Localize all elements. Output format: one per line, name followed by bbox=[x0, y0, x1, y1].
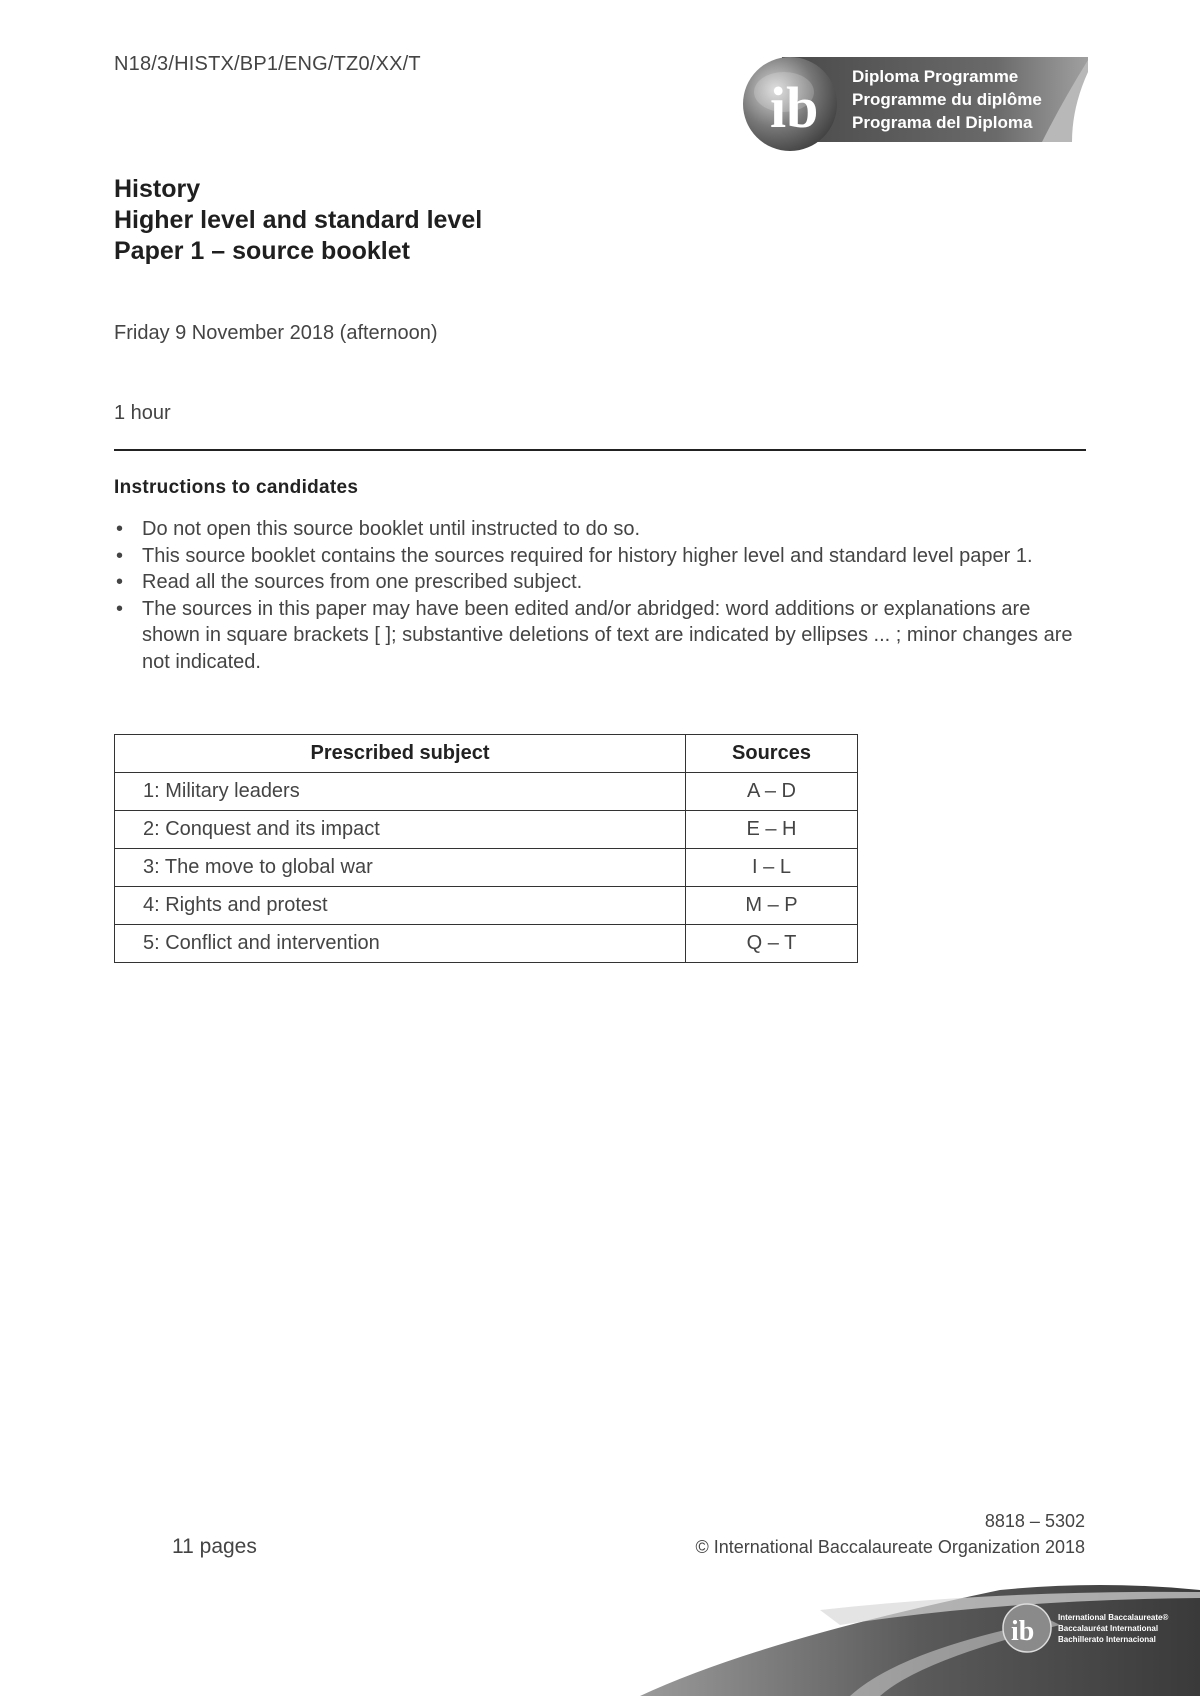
table-header-row bbox=[115, 735, 858, 773]
exam-duration: 1 hour bbox=[114, 402, 171, 424]
logo-line-2: Programme du diplôme bbox=[852, 90, 1042, 109]
column-header-subject: Prescribed subject bbox=[115, 735, 686, 773]
page-count: 11 pages bbox=[172, 1535, 257, 1558]
level-title: Higher level and standard level bbox=[114, 206, 483, 234]
bullet-icon: • bbox=[116, 571, 124, 593]
table-row bbox=[115, 811, 858, 849]
instructions-heading: Instructions to candidates bbox=[114, 477, 359, 498]
svg-text:ib: ib bbox=[1011, 1616, 1035, 1647]
subject-cell: 4: Rights and protest bbox=[115, 887, 686, 925]
divider-rule bbox=[114, 449, 1086, 451]
subject-cell: 2: Conquest and its impact bbox=[115, 811, 686, 849]
sources-cell: E – H bbox=[686, 811, 858, 849]
instruction-item: • Read all the sources from one prescribed subject. bbox=[114, 569, 1086, 596]
column-header-sources: Sources bbox=[686, 735, 858, 773]
sources-cell: I – L bbox=[686, 849, 858, 887]
ib-diploma-logo bbox=[742, 52, 1088, 154]
paper-title: Paper 1 – source booklet bbox=[114, 237, 410, 265]
instruction-item: • The sources in this paper may have been edited and/or abridged: word additions or explanations are shown in square brackets [ ]; substantive deletions of text are indicated by ellipses ... ; minor changes are not indicated. bbox=[116, 597, 1073, 673]
document-number: 8818 – 5302 bbox=[984, 1511, 1085, 1531]
exam-date: Friday 9 November 2018 (afternoon) bbox=[114, 322, 438, 344]
table-row bbox=[115, 887, 858, 925]
sources-cell: Q – T bbox=[686, 925, 858, 963]
exam-title-block bbox=[114, 174, 482, 267]
ib-footer-line-2: Baccalauréat International bbox=[1058, 1624, 1159, 1633]
paper-code: N18/3/HISTX/BP1/ENG/TZ0/XX/T bbox=[114, 53, 421, 75]
table-row bbox=[115, 773, 858, 811]
table-row bbox=[115, 925, 858, 963]
subject-cell: 3: The move to global war bbox=[115, 849, 686, 887]
instruction-item: • This source booklet contains the sources required for history higher level and standard level paper 1. bbox=[114, 543, 1086, 570]
instruction-item: • Do not open this source booklet until instructed to do so. bbox=[114, 516, 1086, 543]
sources-cell: M – P bbox=[686, 887, 858, 925]
bullet-icon: • bbox=[116, 544, 124, 567]
subject-title: History bbox=[114, 175, 201, 203]
ib-footer-line-3: Bachillerato Internacional bbox=[1058, 1635, 1156, 1644]
logo-mark: ib bbox=[770, 75, 819, 140]
logo-line-3: Programa del Diploma bbox=[852, 113, 1033, 132]
instructions-list bbox=[114, 516, 1086, 675]
ib-footer-graphic bbox=[0, 1580, 1200, 1696]
sources-cell: A – D bbox=[686, 773, 858, 811]
prescribed-subjects-table bbox=[114, 734, 858, 963]
table-row bbox=[115, 849, 858, 887]
copyright-notice: © International Baccalaureate Organization 2018 bbox=[695, 1537, 1085, 1557]
bullet-icon: • bbox=[116, 518, 124, 540]
subject-cell: 5: Conflict and intervention bbox=[115, 925, 686, 963]
logo-line-1: Diploma Programme bbox=[852, 67, 1019, 86]
bullet-icon: • bbox=[116, 597, 124, 620]
ib-footer-line-1: International Baccalaureate® bbox=[1058, 1613, 1169, 1622]
subject-cell: 1: Military leaders bbox=[115, 773, 686, 811]
